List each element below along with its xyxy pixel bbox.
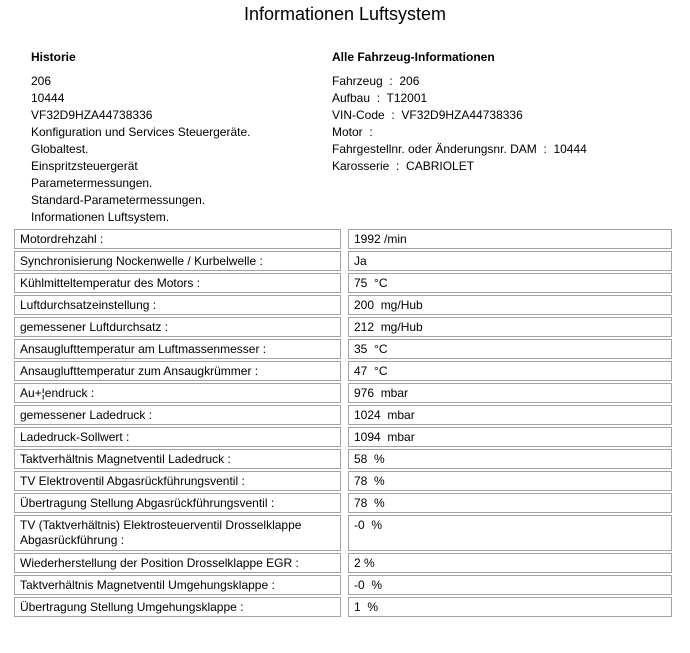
measurement-value: -0 % [348,515,672,551]
measurement-row [14,273,690,293]
vehicle-info-column [332,50,587,226]
page-title: Informationen Luftsystem [243,4,447,24]
measurement-row [14,449,690,469]
history-item: Konfiguration und Services Steuergeräte. [31,125,251,139]
measurement-row [14,575,690,595]
measurement-row [14,493,690,513]
measurement-value: 1992 /min [348,229,672,249]
history-item: Informationen Luftsystem. [31,210,170,224]
measurement-row [14,405,690,425]
vehicle-info-item: Fahrgestellnr. oder Änderungsnr. DAM : 10444 [332,142,587,156]
measurement-value: 212 mg/Hub [348,317,672,337]
measurement-label: Übertragung Stellung Abgasrückführungsventil : [14,493,341,513]
measurement-value: 2 % [348,553,672,573]
measurement-label: gemessener Ladedruck : [14,405,341,425]
measurement-label: Au+¦endruck : [14,383,341,403]
vehicle-info-heading: Alle Fahrzeug-Informationen [332,50,495,64]
measurement-value: 35 °C [348,339,672,359]
history-item: Globaltest. [31,142,89,156]
measurement-label: TV (Taktverhältnis) Elektrosteuerventil Drosselklappe Abgasrückführung : [14,515,341,551]
measurement-row [14,229,690,249]
measurement-label: Ladedruck-Sollwert : [14,427,341,447]
measurement-row [14,383,690,403]
measurement-row [14,553,690,573]
vehicle-info-section [0,50,690,226]
measurement-value: 58 % [348,449,672,469]
measurement-row [14,515,690,551]
history-item: Parametermessungen. [31,176,153,190]
measurement-row [14,251,690,271]
vehicle-info-item: Karosserie : CABRIOLET [332,159,475,173]
measurement-label: Übertragung Stellung Umgehungsklappe : [14,597,341,617]
measurement-label: Ansauglufttemperatur am Luftmassenmesser : [14,339,341,359]
measurement-label: Kühlmitteltemperatur des Motors : [14,273,341,293]
vehicle-info-item: Fahrzeug : 206 [332,74,420,88]
measurement-label: Luftdurchsatzeinstellung : [14,295,341,315]
history-column [0,50,332,226]
history-item: Einspritzsteuergerät [31,159,138,173]
measurement-value: 976 mbar [348,383,672,403]
history-item: Standard-Parametermessungen. [31,193,206,207]
measurement-row [14,471,690,491]
vehicle-info-item: VIN-Code : VF32D9HZA44738336 [332,108,523,122]
measurement-value: 200 mg/Hub [348,295,672,315]
vehicle-info-item: Aufbau : T12001 [332,91,428,105]
measurement-value: 75 °C [348,273,672,293]
measurement-value: -0 % [348,575,672,595]
measurement-label: gemessener Luftdurchsatz : [14,317,341,337]
measurement-value: 1094 mbar [348,427,672,447]
measurement-row [14,339,690,359]
history-item: 10444 [31,91,65,105]
measurement-label: Wiederherstellung der Position Drosselklappe EGR : [14,553,341,573]
measurement-label: Motordrehzahl : [14,229,341,249]
measurement-value: 47 °C [348,361,672,381]
measurement-row [14,317,690,337]
measurement-value: 1024 mbar [348,405,672,425]
history-item: VF32D9HZA44738336 [31,108,153,122]
measurement-value: 78 % [348,471,672,491]
measurement-row [14,597,690,617]
measurement-label: Taktverhältnis Magnetventil Umgehungsklappe : [14,575,341,595]
measurement-label: Taktverhältnis Magnetventil Ladedruck : [14,449,341,469]
measurement-row [14,361,690,381]
measurement-value: Ja [348,251,672,271]
measurement-label: TV Elektroventil Abgasrückführungsventil : [14,471,341,491]
measurement-row [14,427,690,447]
measurement-label: Synchronisierung Nockenwelle / Kurbelwelle : [14,251,341,271]
measurements-table [14,229,690,617]
measurement-label: Ansauglufttemperatur zum Ansaugkrümmer : [14,361,341,381]
vehicle-info-item: Motor : [332,125,373,139]
measurement-row [14,295,690,315]
measurement-value: 1 % [348,597,672,617]
history-heading: Historie [31,50,76,64]
measurement-value: 78 % [348,493,672,513]
history-item: 206 [31,74,52,88]
